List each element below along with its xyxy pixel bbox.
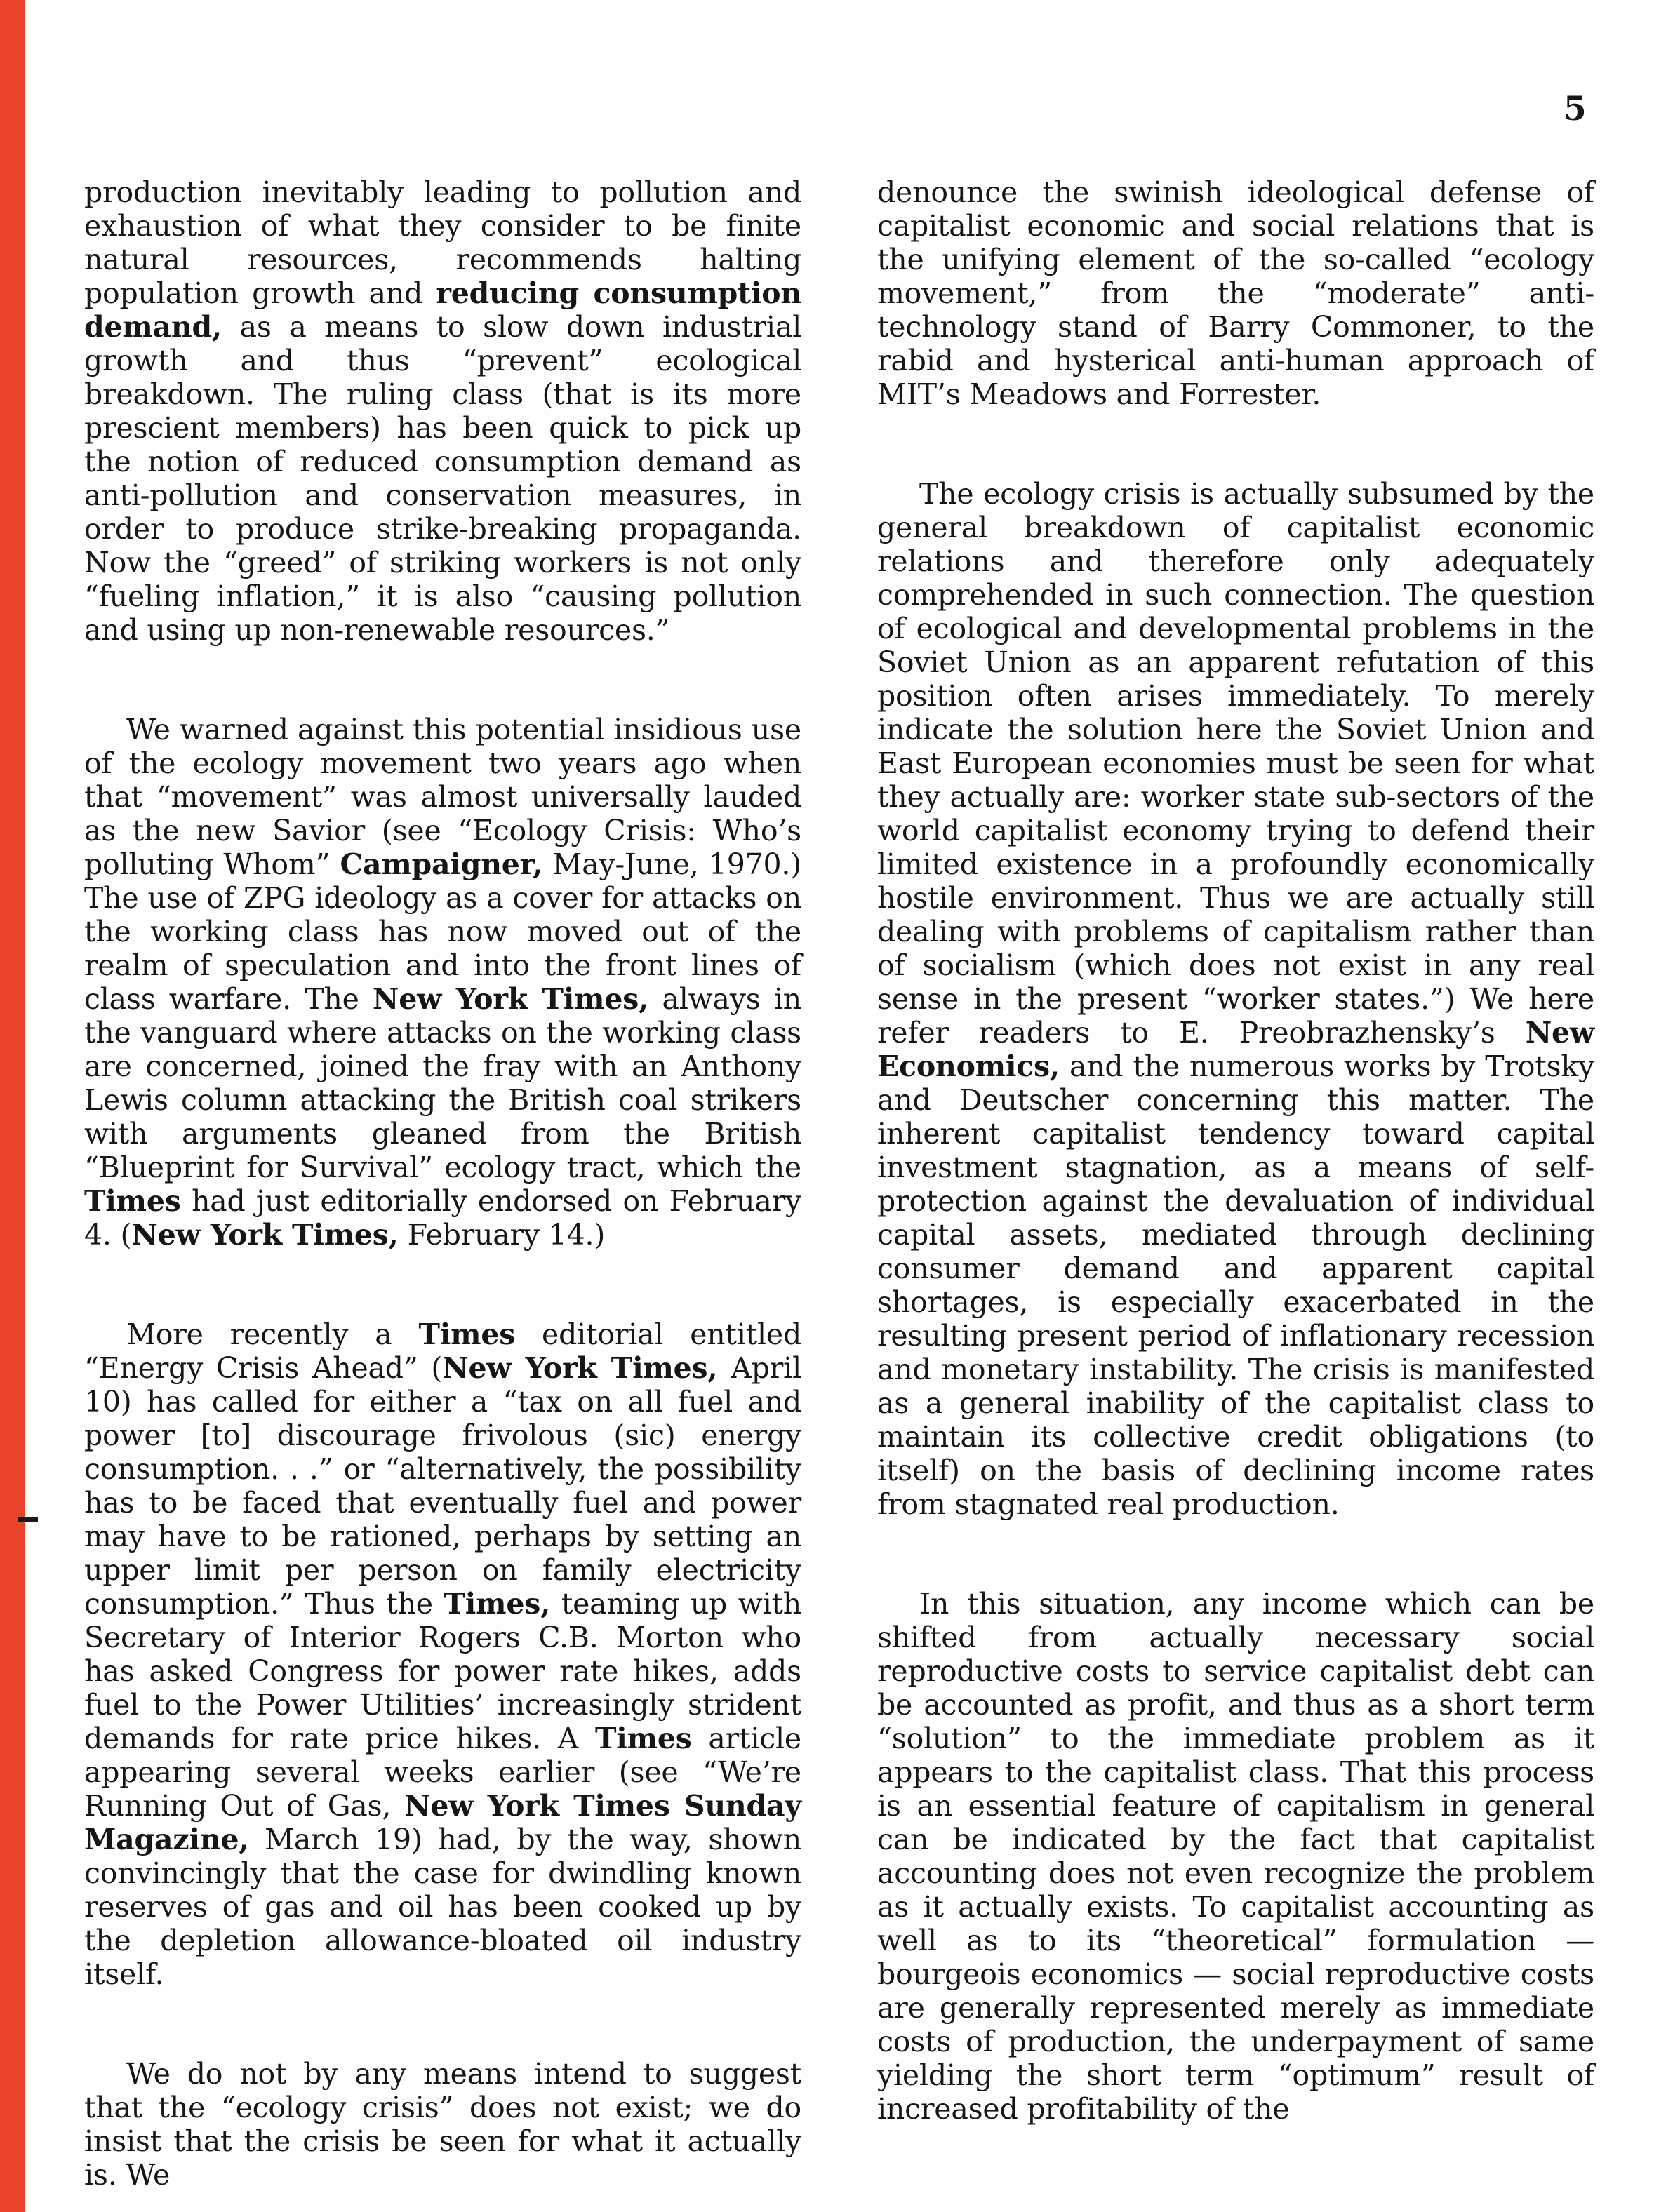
bold-text-run: Times <box>418 1318 516 1351</box>
left-text-column <box>84 175 801 2192</box>
text-run: and the numerous works by Trotsky and Deutscher concerning this matter. The inherent capitalist tendency toward capital investment stagnation, as a means of self-protection against the devaluation of individual capital assets, mediated through declining consumer demand and apparent capital shortages, is especially exacerbated in the resulting present period of inflationary recession and monetary instability. The crisis is manifested as a general inability of the capitalist class to maintain its collective credit obligations (to itself) on the basis of declining income rates from stagnated real production. <box>877 1050 1594 1521</box>
right-text-column <box>877 175 1594 2126</box>
paragraph <box>877 1587 1594 2126</box>
text-run: teaming up with Secretary of Interior Rogers C.B. Morton who has asked Congress for power rate hikes, adds fuel to the Power Utilities’ increasingly strident demands for rate price hikes. A <box>84 1587 802 1755</box>
stray-mark <box>18 1517 38 1522</box>
text-run: In this situation, any income which can be shifted from actually necessary social reproductive costs to service capitalist debt can be accounted as profit, and thus as a short term “solution” to the immediate problem as it appears to the capitalist class. That this process is an essential feature of capitalism in general can be indicated by the fact that capitalist accounting does not even recognize the problem as it actually exists. To capitalist accounting as well as to its “theoretical” formulation — bourgeois economics — social reproductive costs are generally represented merely as immediate costs of production, the underpayment of same yielding the short term “optimum” result of increased profitability of the <box>877 1587 1594 2126</box>
paragraph <box>84 2057 801 2192</box>
paragraph <box>877 175 1594 411</box>
text-run: denounce the swinish ideological defense of capitalist economic and social relations that is the unifying element of the so-called “ecology movement,” from the “moderate” anti-technology stand of Barry Commoner, to the rabid and hysterical anti-human approach of MIT’s Meadows and Forrester. <box>877 175 1594 411</box>
bold-text-run: Campaigner, <box>340 847 543 881</box>
text-run: as a means to slow down industrial growth and thus “prevent” ecological breakdown. The ruling class (that is its more prescient members) has been quick to pick up the notion of reduced consumption demand as anti-pollution and conservation measures, in order to produce strike-breaking propaganda. Now the “greed” of striking workers is not only “fueling inflation,” it is also “causing pollution and using up non-renewable resources.” <box>84 310 801 647</box>
text-run: editorial entitled “Energy Crisis Ahead” ( <box>84 1318 801 1385</box>
bold-text-run: reducing consumption demand, <box>84 276 801 344</box>
paragraph <box>84 713 801 1252</box>
text-run: We do not by any means intend to suggest that the “ecology crisis” does not exist; we do insist that the crisis be seen for what it actually is. We <box>84 2057 801 2192</box>
text-run: March 19) had, by the way, shown convincingly that the case for dwindling known reserves of gas and oil has been cooked up by the depletion allowance-bloated oil industry itself. <box>84 1823 801 1991</box>
bold-text-run: New York Times Sunday Magazine, <box>84 1789 801 1856</box>
paragraph <box>84 175 801 647</box>
bold-text-run: Times <box>84 1184 181 1218</box>
bold-text-run: New York Times, <box>442 1351 718 1385</box>
paragraph <box>877 477 1594 1521</box>
text-run: May-June, 1970.) The use of ZPG ideology as a cover for attacks on the working class has now moved out of the realm of speculation and into the front lines of class warfare. The <box>84 847 801 1016</box>
text-run: April 10) has called for either a “tax on all fuel and power [to] discourage frivolous (sic) energy consumption. . .” or “alternatively, the possibility has to be faced that eventually fuel and power may have to be rationed, perhaps by setting an upper limit per person on family electricity consumption.” Thus the <box>84 1351 802 1621</box>
text-run: article appearing several weeks earlier (see “We’re Running Out of Gas, <box>84 1722 801 1823</box>
bold-text-run: Times <box>594 1722 692 1755</box>
text-run: had just editorially endorsed on February 4. ( <box>84 1184 801 1252</box>
text-run: More recently a <box>126 1318 419 1351</box>
text-run: The ecology crisis is actually subsumed by the general breakdown of capitalist economic relations and therefore only adequately comprehended in such connection. The question of ecological and developmental problems in the Soviet Union as an apparent refutation of this position often arises immediately. To merely indicate the solution here the Soviet Union and East European economies must be seen for what they actually are: worker state sub-sectors of the world capitalist economy trying to defend their limited existence in a profoundly economically hostile environment. Thus we are actually still dealing with problems of capitalism rather than of socialism (which does not exist in any real sense in the present “worker states.”) We here refer readers to E. Preobrazhensky’s <box>877 477 1594 1050</box>
red-edge-stripe <box>0 0 25 2212</box>
bold-text-run: New York Times, <box>372 982 649 1016</box>
bold-text-run: New Economics, <box>877 1016 1594 1083</box>
page-number: 5 <box>1564 90 1587 128</box>
paragraph <box>84 1318 801 1991</box>
text-run: February 14.) <box>398 1218 606 1252</box>
bold-text-run: New York Times, <box>131 1218 399 1252</box>
text-run: always in the vanguard where attacks on the working class are concerned, joined the fray with an Anthony Lewis column attacking the British coal strikers with arguments gleaned from the British “Blueprint for Survival” ecology tract, which the <box>84 982 801 1184</box>
text-run: production inevitably leading to pollution and exhaustion of what they consider to be finite natural resources, recommends halting population growth and <box>84 175 801 310</box>
bold-text-run: Times, <box>444 1587 551 1621</box>
text-run: We warned against this potential insidious use of the ecology movement two years ago when that “movement” was almost universally lauded as the new Savior (see “Ecology Crisis: Who’s polluting Whom” <box>84 713 801 881</box>
